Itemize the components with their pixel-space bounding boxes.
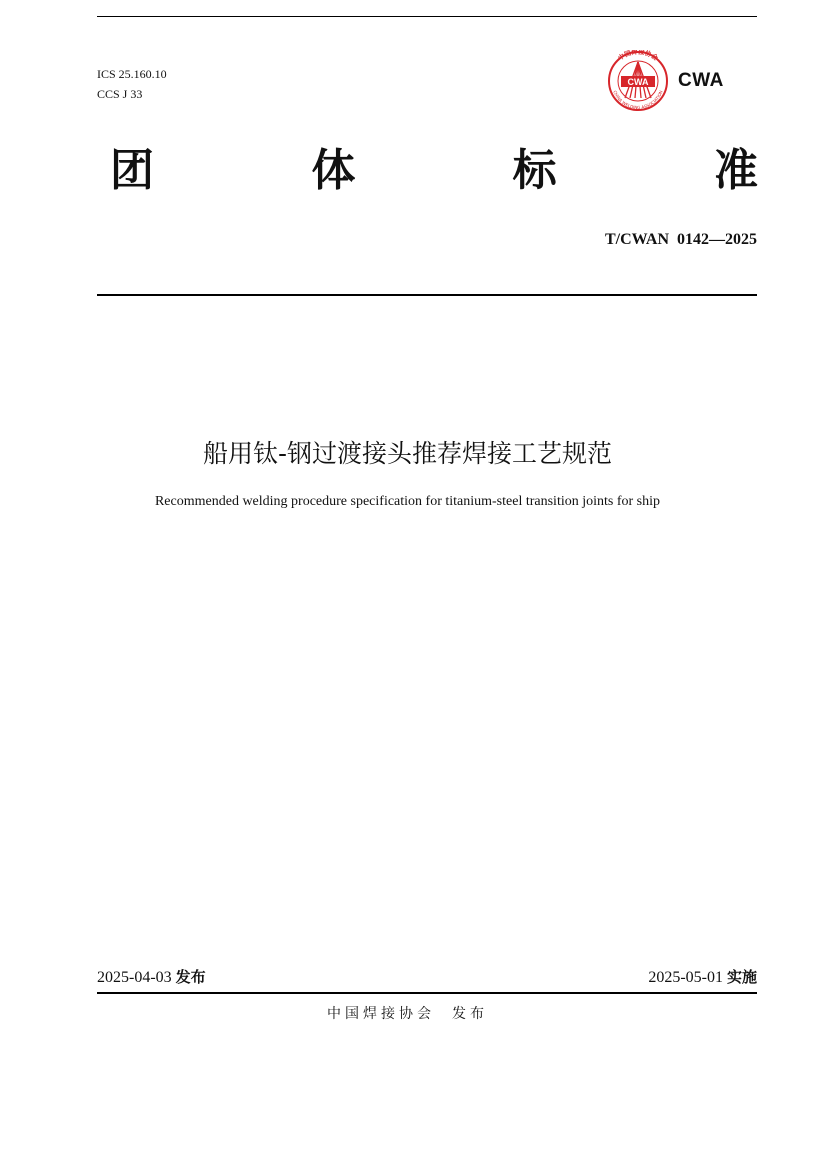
implement-label: 实施 — [726, 968, 757, 986]
publish-date-line — [97, 966, 206, 989]
standard-type-char: 准 — [713, 145, 758, 196]
ccs-code: CCS J 33 — [97, 87, 143, 101]
implement-date: 2025-05-01 — [648, 969, 723, 986]
cwa-seal-icon — [603, 50, 673, 112]
standard-type-char: 团 — [110, 145, 154, 196]
implement-date-line — [648, 966, 757, 989]
ics-code: ICS 25.160.10 — [97, 67, 167, 81]
standard-type-char: 体 — [311, 145, 356, 196]
footer-divider — [97, 992, 757, 994]
standard-type-title — [110, 140, 758, 202]
top-rule — [97, 16, 757, 17]
document-title-en: Recommended welding procedure specification for titanium-steel transition joints for ship — [154, 494, 661, 509]
seal-ring-en: CHINA WELDING ASSOCIATION — [612, 89, 664, 111]
seal-ring-cn: 中国焊接协会 — [616, 50, 660, 63]
seal-abbr: CWA — [627, 77, 649, 87]
document-title-cn: 船用钛-钢过渡接头推荐焊接工艺规范 — [202, 439, 613, 468]
standard-type-char: 标 — [512, 145, 557, 196]
logo-wordmark: CWA — [678, 70, 724, 91]
classification-codes — [97, 64, 167, 104]
header-divider — [97, 294, 757, 296]
publisher-line: 中国焊接协会 发布 — [327, 1006, 488, 1022]
publish-date: 2025-04-03 — [97, 969, 172, 986]
publish-label: 发布 — [175, 968, 206, 986]
standard-number: T/CWAN 0142—2025 — [604, 231, 757, 248]
